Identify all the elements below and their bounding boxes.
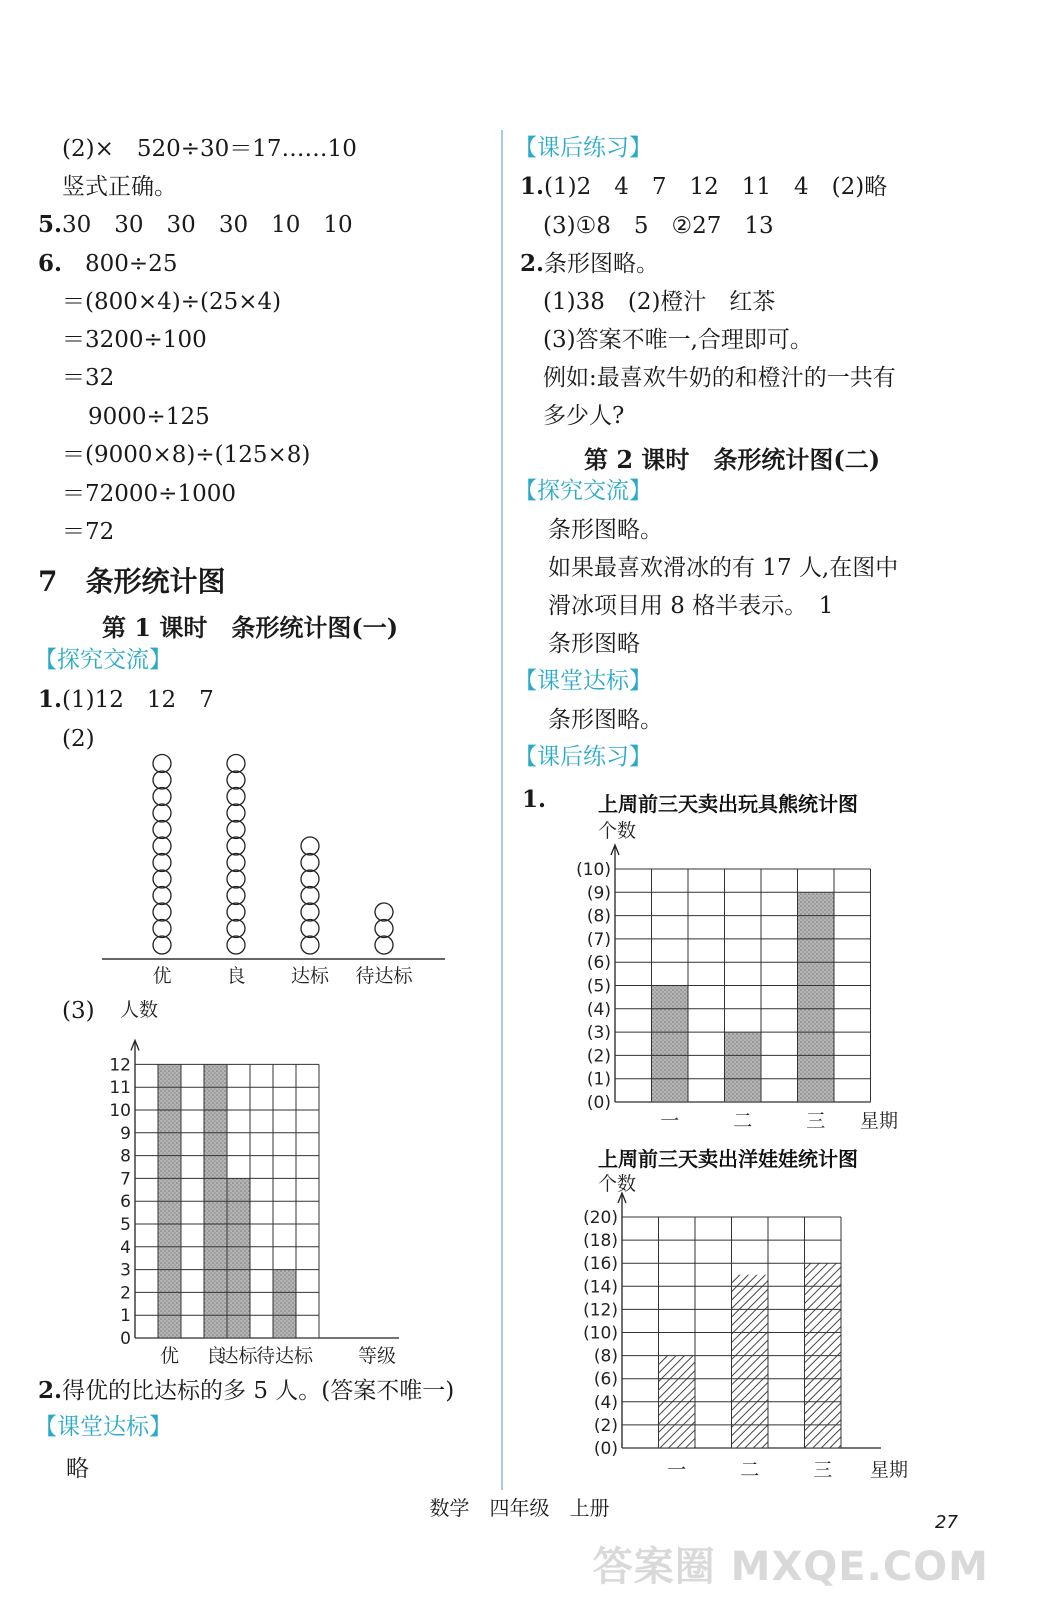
page-footer — [0, 1492, 1039, 1533]
pictograph-circle — [301, 903, 319, 921]
e1-sub3-label: (3) — [62, 998, 95, 1024]
pictograph-circle — [301, 887, 319, 905]
x-axis-label: 等级 — [358, 1345, 397, 1364]
x-tick-label: 一 — [660, 1110, 680, 1132]
x-tick-label: 一 — [667, 1459, 687, 1481]
bar — [273, 1270, 296, 1338]
pictograph-circle — [153, 788, 171, 806]
page-number: 27 — [935, 1512, 958, 1533]
pictograph-circle — [301, 936, 319, 954]
section-after-right: 【课后练习】 — [514, 135, 652, 161]
q6-line-3: ＝32 — [62, 365, 115, 391]
y-tick-label: (4) — [586, 999, 611, 1020]
chart-title: 上周前三天卖出玩具熊统计图 — [598, 792, 858, 816]
section-class-left: 【课堂达标】 — [34, 1414, 172, 1440]
y-tick-label: (0) — [593, 1439, 618, 1459]
q6-line-5: ＝(9000×8)÷(125×8) — [62, 442, 311, 468]
doll-bar-chart — [560, 1140, 920, 1490]
explore-line1: 条形图略。 — [548, 517, 663, 543]
pictograph-circle — [153, 887, 171, 905]
class-answer-left: 略 — [66, 1456, 89, 1482]
y-tick-label: (2) — [593, 1415, 618, 1436]
section-explore-left: 【探究交流】 — [34, 647, 172, 673]
q5-text: 30 30 30 30 10 10 — [62, 212, 353, 238]
pictograph-circle — [227, 804, 245, 822]
q5-answer — [38, 210, 353, 240]
y-tick-label: (3) — [586, 1023, 611, 1044]
q4-line1: (2)× 520÷30＝17……10 — [62, 136, 357, 162]
lesson2-title: 第 2 课时 条形统计图(二) — [584, 445, 881, 474]
e1-answer — [38, 685, 214, 715]
unit-title: 7 条形统计图 — [38, 565, 226, 598]
a2-line4: 例如:最喜欢牛奶的和橙汁的一共有 — [543, 365, 896, 391]
pictograph-label: 待达标 — [355, 965, 413, 987]
x-tick-label: 待达标 — [255, 1345, 314, 1364]
pictograph-label: 达标 — [290, 965, 330, 987]
y-tick-label: (6) — [586, 953, 611, 974]
y-tick-label: (14) — [583, 1277, 618, 1298]
y-tick-label: (20) — [583, 1208, 618, 1228]
y-tick-label: 11 — [109, 1078, 131, 1099]
pictograph-circle — [153, 771, 171, 789]
y-tick-label: 2 — [120, 1283, 131, 1304]
y-tick-label: (6) — [593, 1369, 618, 1390]
pictograph-circle — [375, 936, 393, 954]
q6-line-1: ＝(800×4)÷(25×4) — [62, 289, 282, 315]
x-axis-label: 星期 — [870, 1459, 909, 1481]
column-divider — [501, 130, 503, 1490]
pictograph-circle — [301, 870, 319, 888]
q6-line-4: 9000÷125 — [88, 404, 210, 430]
lesson1-title: 第 1 课时 条形统计图(一) — [102, 613, 399, 642]
e1-sub2-label: (2) — [62, 726, 95, 752]
y-tick-label: 7 — [120, 1169, 131, 1190]
pictograph-circle — [227, 936, 245, 954]
y-tick-label: (7) — [586, 929, 611, 950]
a2-line3: (3)答案不唯一,合理即可。 — [543, 327, 813, 353]
pictograph-label: 良 — [226, 965, 246, 987]
explore-line3: 滑冰项目用 8 格半表示。 1 — [548, 593, 834, 619]
y-tick-label: (5) — [586, 976, 611, 997]
e2-number: 2. — [38, 1377, 63, 1404]
y-tick-label: (8) — [593, 1346, 618, 1367]
pictograph-circle — [153, 755, 171, 773]
x-tick-label: 良 — [205, 1345, 226, 1364]
pictograph-circle — [153, 920, 171, 938]
pictograph-circle — [227, 821, 245, 839]
y-tick-label: (18) — [583, 1231, 618, 1252]
q6-line-2: ＝3200÷100 — [62, 327, 207, 353]
a1-answer — [520, 172, 887, 202]
y-tick-label: (2) — [586, 1046, 611, 1067]
bar — [725, 1032, 762, 1102]
a2-number: 2. — [520, 250, 545, 277]
pictograph-circle — [153, 903, 171, 921]
class-line-right: 条形图略。 — [548, 707, 663, 733]
a1-line1: (1)2 4 7 12 11 4 (2)略 — [544, 174, 888, 200]
a1-line2: (3)①8 5 ②27 13 — [543, 213, 774, 239]
pictograph-circle — [153, 854, 171, 872]
pictograph-circle — [153, 870, 171, 888]
x-tick-label: 达标 — [219, 1345, 258, 1364]
pictograph-circle — [301, 854, 319, 872]
y-tick-label: (9) — [586, 883, 611, 904]
y-tick-label: (8) — [586, 906, 611, 927]
q6-answer — [38, 249, 177, 279]
a2-line2: (1)38 (2)橙汁 红茶 — [543, 289, 776, 315]
pictograph-circle — [227, 755, 245, 773]
toy-bear-bar-chart — [560, 785, 920, 1140]
y-tick-label: (1) — [586, 1069, 611, 1090]
a2-line5: 多少人? — [543, 403, 625, 429]
bar — [798, 892, 835, 1102]
y-tick-label: (12) — [583, 1300, 618, 1321]
footer-text: 数学 四年级 上册 — [429, 1496, 610, 1520]
y-tick-label: (4) — [593, 1392, 618, 1413]
x-axis-label: 星期 — [860, 1110, 899, 1132]
watermark: 答案圈 MXQE.COM — [592, 1544, 989, 1590]
e2-answer — [38, 1376, 454, 1406]
x-tick-label: 二 — [733, 1110, 753, 1132]
bar — [652, 986, 689, 1103]
y-axis-label: 个数 — [598, 1173, 637, 1195]
pictograph-circle — [227, 854, 245, 872]
bar — [732, 1275, 769, 1448]
e1-number: 1. — [38, 686, 63, 713]
q5-number: 5. — [38, 211, 63, 238]
y-tick-label: 0 — [120, 1329, 131, 1349]
y-tick-label: 5 — [120, 1215, 131, 1235]
pictograph-circle — [227, 920, 245, 938]
pictograph-circle — [227, 887, 245, 905]
y-axis-label: 人数 — [120, 999, 159, 1021]
pictograph-circle — [375, 920, 393, 938]
x-tick-label: 二 — [740, 1459, 760, 1481]
y-tick-label: (10) — [583, 1323, 618, 1344]
chart-title: 上周前三天卖出洋娃娃统计图 — [598, 1147, 858, 1171]
y-tick-label: (10) — [576, 860, 611, 880]
pictograph-circle — [153, 821, 171, 839]
e2-text: 得优的比达标的多 5 人。(答案不唯一) — [62, 1378, 455, 1404]
q6-line-6: ＝72000÷1000 — [62, 481, 236, 507]
x-tick-label: 三 — [806, 1110, 826, 1132]
bar — [227, 1178, 250, 1338]
e1-text: (1)12 12 7 — [62, 687, 214, 713]
pictograph-circle — [375, 903, 393, 921]
a2-answer — [520, 249, 659, 279]
pictograph-circle — [153, 837, 171, 855]
y-tick-label: 3 — [120, 1260, 131, 1281]
y-tick-label: 9 — [120, 1123, 131, 1144]
q6-number: 6. — [38, 250, 63, 277]
q6-line-7: ＝72 — [62, 519, 115, 545]
section-explore-right: 【探究交流】 — [514, 478, 652, 504]
explore-line2: 如果最喜欢滑冰的有 17 人,在图中 — [548, 555, 899, 581]
section-after2-right: 【课后练习】 — [514, 744, 652, 770]
y-tick-label: 6 — [120, 1192, 131, 1213]
pictograph-chart — [100, 724, 450, 994]
x-tick-label: 优 — [159, 1345, 180, 1364]
explore-line4: 条形图略 — [548, 631, 640, 657]
q6-line-0: 800÷25 — [85, 251, 178, 277]
pictograph-circle — [227, 870, 245, 888]
y-tick-label: (16) — [583, 1254, 618, 1275]
pictograph-circle — [227, 837, 245, 855]
y-tick-label: (0) — [586, 1093, 611, 1113]
pictograph-circle — [301, 837, 319, 855]
q4-line2: 竖式正确。 — [62, 174, 177, 200]
x-tick-label: 三 — [813, 1459, 833, 1481]
c-number: 1. — [522, 786, 547, 813]
y-tick-label: 4 — [120, 1237, 131, 1258]
section-class-right: 【课堂达标】 — [514, 668, 652, 694]
y-tick-label: 1 — [120, 1306, 131, 1327]
pictograph-circle — [153, 936, 171, 954]
a1-number: 1. — [520, 173, 545, 200]
y-axis-label: 个数 — [598, 820, 637, 842]
a2-line1: 条形图略。 — [544, 251, 660, 277]
pictograph-circle — [227, 788, 245, 806]
pictograph-circle — [153, 804, 171, 822]
y-tick-label: 12 — [109, 1055, 131, 1076]
grade-bar-chart — [100, 994, 420, 1364]
pictograph-circle — [301, 920, 319, 938]
y-tick-label: 8 — [120, 1146, 131, 1167]
pictograph-label: 优 — [152, 965, 172, 987]
pictograph-circle — [227, 771, 245, 789]
pictograph-circle — [227, 903, 245, 921]
y-tick-label: 10 — [109, 1101, 131, 1121]
